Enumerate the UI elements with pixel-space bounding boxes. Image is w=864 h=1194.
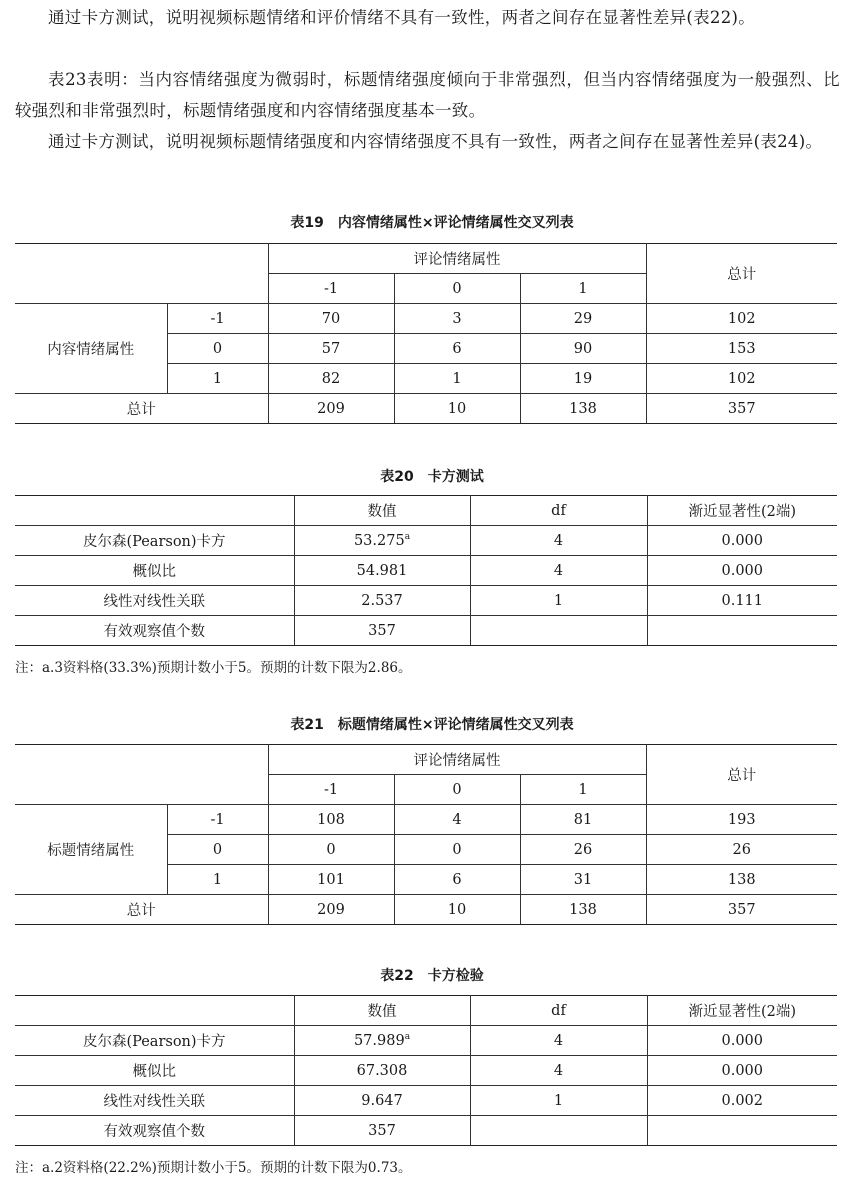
table20-value-cell: 357 (294, 616, 470, 646)
table21 (15, 744, 837, 925)
table20-row-label: 线性对线性关联 (15, 586, 294, 616)
table20 (15, 495, 837, 646)
table19-row-label: -1 (167, 304, 268, 334)
table21-corner-cell (15, 745, 268, 805)
table22-row-label: 皮尔森(Pearson)卡方 (15, 1026, 294, 1056)
table19-col-header: 1 (520, 274, 646, 304)
table19 (15, 243, 837, 424)
table19-row-total: 102 (646, 304, 837, 334)
table21-cell: 4 (394, 805, 520, 835)
table21-cell: 26 (520, 835, 646, 865)
table21-cell: 108 (268, 805, 394, 835)
paragraph-2: 表23表明：当内容情绪强度为微弱时，标题情绪强度倾向于非常强烈，但当内容情绪强度为一般强烈、比较强烈和非常强烈时，标题情绪强度和内容情绪强度基本一致。 (15, 70, 840, 120)
table20-value-cell: 54.981 (294, 556, 470, 586)
table21-cell: 0 (268, 835, 394, 865)
table19-col-header: 0 (394, 274, 520, 304)
table20-row-label: 有效观察值个数 (15, 616, 294, 646)
table20-value-cell (294, 526, 470, 556)
table21-row-group: 标题情绪属性 (15, 805, 167, 895)
table19-col-group: 评论情绪属性 (268, 244, 646, 274)
table21-row-total: 26 (646, 835, 837, 865)
table20-value-cell: 2.537 (294, 586, 470, 616)
table22-header-sig: 渐近显著性(2端) (647, 996, 837, 1026)
table19-grand-total: 357 (646, 394, 837, 424)
table21-total-cell: 10 (394, 895, 520, 925)
table21-cell: 31 (520, 865, 646, 895)
table19-row-label: 1 (167, 364, 268, 394)
table22-sig-cell (647, 1116, 837, 1146)
table21-row-label: 0 (167, 835, 268, 865)
table22-caption: 表22 卡方检验 (380, 968, 484, 984)
table20-sig-cell: 0.000 (647, 526, 837, 556)
table20-header-sig: 渐近显著性(2端) (647, 496, 837, 526)
table19-cell: 57 (268, 334, 394, 364)
table21-col-header: -1 (268, 775, 394, 805)
table22 (15, 995, 837, 1146)
table20-df-cell (470, 616, 647, 646)
table20-header-df: df (470, 496, 647, 526)
table22-sig-cell: 0.000 (647, 1056, 837, 1086)
table20-header-value: 数值 (294, 496, 470, 526)
table21-total-cell: 209 (268, 895, 394, 925)
table22-value: 57.989 (353, 1032, 405, 1049)
table20-note: 注：a.3资料格(33.3%)预期计数小于5。预期的计数下限为2.86。 (15, 660, 412, 676)
table22-row-label: 有效观察值个数 (15, 1116, 294, 1146)
table19-caption: 表19 内容情绪属性×评论情绪属性交叉列表 (290, 215, 574, 231)
table21-caption: 表21 标题情绪属性×评论情绪属性交叉列表 (290, 717, 574, 733)
table21-row-label: -1 (167, 805, 268, 835)
table22-header-value: 数值 (294, 996, 470, 1026)
table20-value: 53.275 (353, 532, 405, 549)
table22-value-cell: 357 (294, 1116, 470, 1146)
table21-row-total: 138 (646, 865, 837, 895)
table21-cell: 6 (394, 865, 520, 895)
table19-cell: 1 (394, 364, 520, 394)
table21-cell: 0 (394, 835, 520, 865)
table22-row-label: 线性对线性关联 (15, 1086, 294, 1116)
table20-df-cell: 4 (470, 556, 647, 586)
table19-cell: 70 (268, 304, 394, 334)
table20-footnote-mark: a (404, 532, 411, 543)
table22-df-cell: 4 (470, 1056, 647, 1086)
table19-cell: 82 (268, 364, 394, 394)
table22-value-cell: 67.308 (294, 1056, 470, 1086)
table19-total-cell: 10 (394, 394, 520, 424)
table19-total-cell: 209 (268, 394, 394, 424)
table22-df-cell (470, 1116, 647, 1146)
table19-cell: 19 (520, 364, 646, 394)
table22-sig-cell: 0.002 (647, 1086, 837, 1116)
table21-total-label: 总计 (15, 895, 268, 925)
table21-col-header: 1 (520, 775, 646, 805)
table22-df-cell: 1 (470, 1086, 647, 1116)
table20-sig-cell: 0.000 (647, 556, 837, 586)
table20-sig-cell (647, 616, 837, 646)
table19-total-cell: 138 (520, 394, 646, 424)
table22-value-cell: 9.647 (294, 1086, 470, 1116)
table19-row-group: 内容情绪属性 (15, 304, 167, 394)
table19-col-header: -1 (268, 274, 394, 304)
table19-cell: 29 (520, 304, 646, 334)
table20-caption: 表20 卡方测试 (380, 469, 484, 485)
table21-col-header: 0 (394, 775, 520, 805)
table22-footnote-mark: a (404, 1032, 411, 1043)
table19-cell: 6 (394, 334, 520, 364)
table19-cell: 90 (520, 334, 646, 364)
table19-total-label: 总计 (15, 394, 268, 424)
table19-cell: 3 (394, 304, 520, 334)
table20-df-cell: 4 (470, 526, 647, 556)
table22-df-cell: 4 (470, 1026, 647, 1056)
table20-df-cell: 1 (470, 586, 647, 616)
table21-row-total: 193 (646, 805, 837, 835)
table22-header-df: df (470, 996, 647, 1026)
table19-row-label: 0 (167, 334, 268, 364)
table19-corner-cell (15, 244, 268, 304)
table21-col-group: 评论情绪属性 (268, 745, 646, 775)
table20-header-empty (15, 496, 294, 526)
paragraph-1: 通过卡方测试，说明视频标题情绪和评价情绪不具有一致性，两者之间存在显著性差异(表22)。 (48, 8, 756, 27)
table21-total-cell: 138 (520, 895, 646, 925)
table22-note: 注：a.2资料格(22.2%)预期计数小于5。预期的计数下限为0.73。 (15, 1160, 412, 1176)
table19-total-header: 总计 (646, 244, 837, 304)
table21-row-label: 1 (167, 865, 268, 895)
table20-sig-cell: 0.111 (647, 586, 837, 616)
table21-total-header: 总计 (646, 745, 837, 805)
table19-row-total: 102 (646, 364, 837, 394)
table22-value-cell (294, 1026, 470, 1056)
table20-row-label: 概似比 (15, 556, 294, 586)
table21-cell: 101 (268, 865, 394, 895)
table19-row-total: 153 (646, 334, 837, 364)
table20-row-label: 皮尔森(Pearson)卡方 (15, 526, 294, 556)
paragraph-3: 通过卡方测试，说明视频标题情绪强度和内容情绪强度不具有一致性，两者之间存在显著性差异(表24)。 (48, 132, 823, 151)
table22-row-label: 概似比 (15, 1056, 294, 1086)
table21-cell: 81 (520, 805, 646, 835)
table22-sig-cell: 0.000 (647, 1026, 837, 1056)
table21-grand-total: 357 (646, 895, 837, 925)
table22-header-empty (15, 996, 294, 1026)
